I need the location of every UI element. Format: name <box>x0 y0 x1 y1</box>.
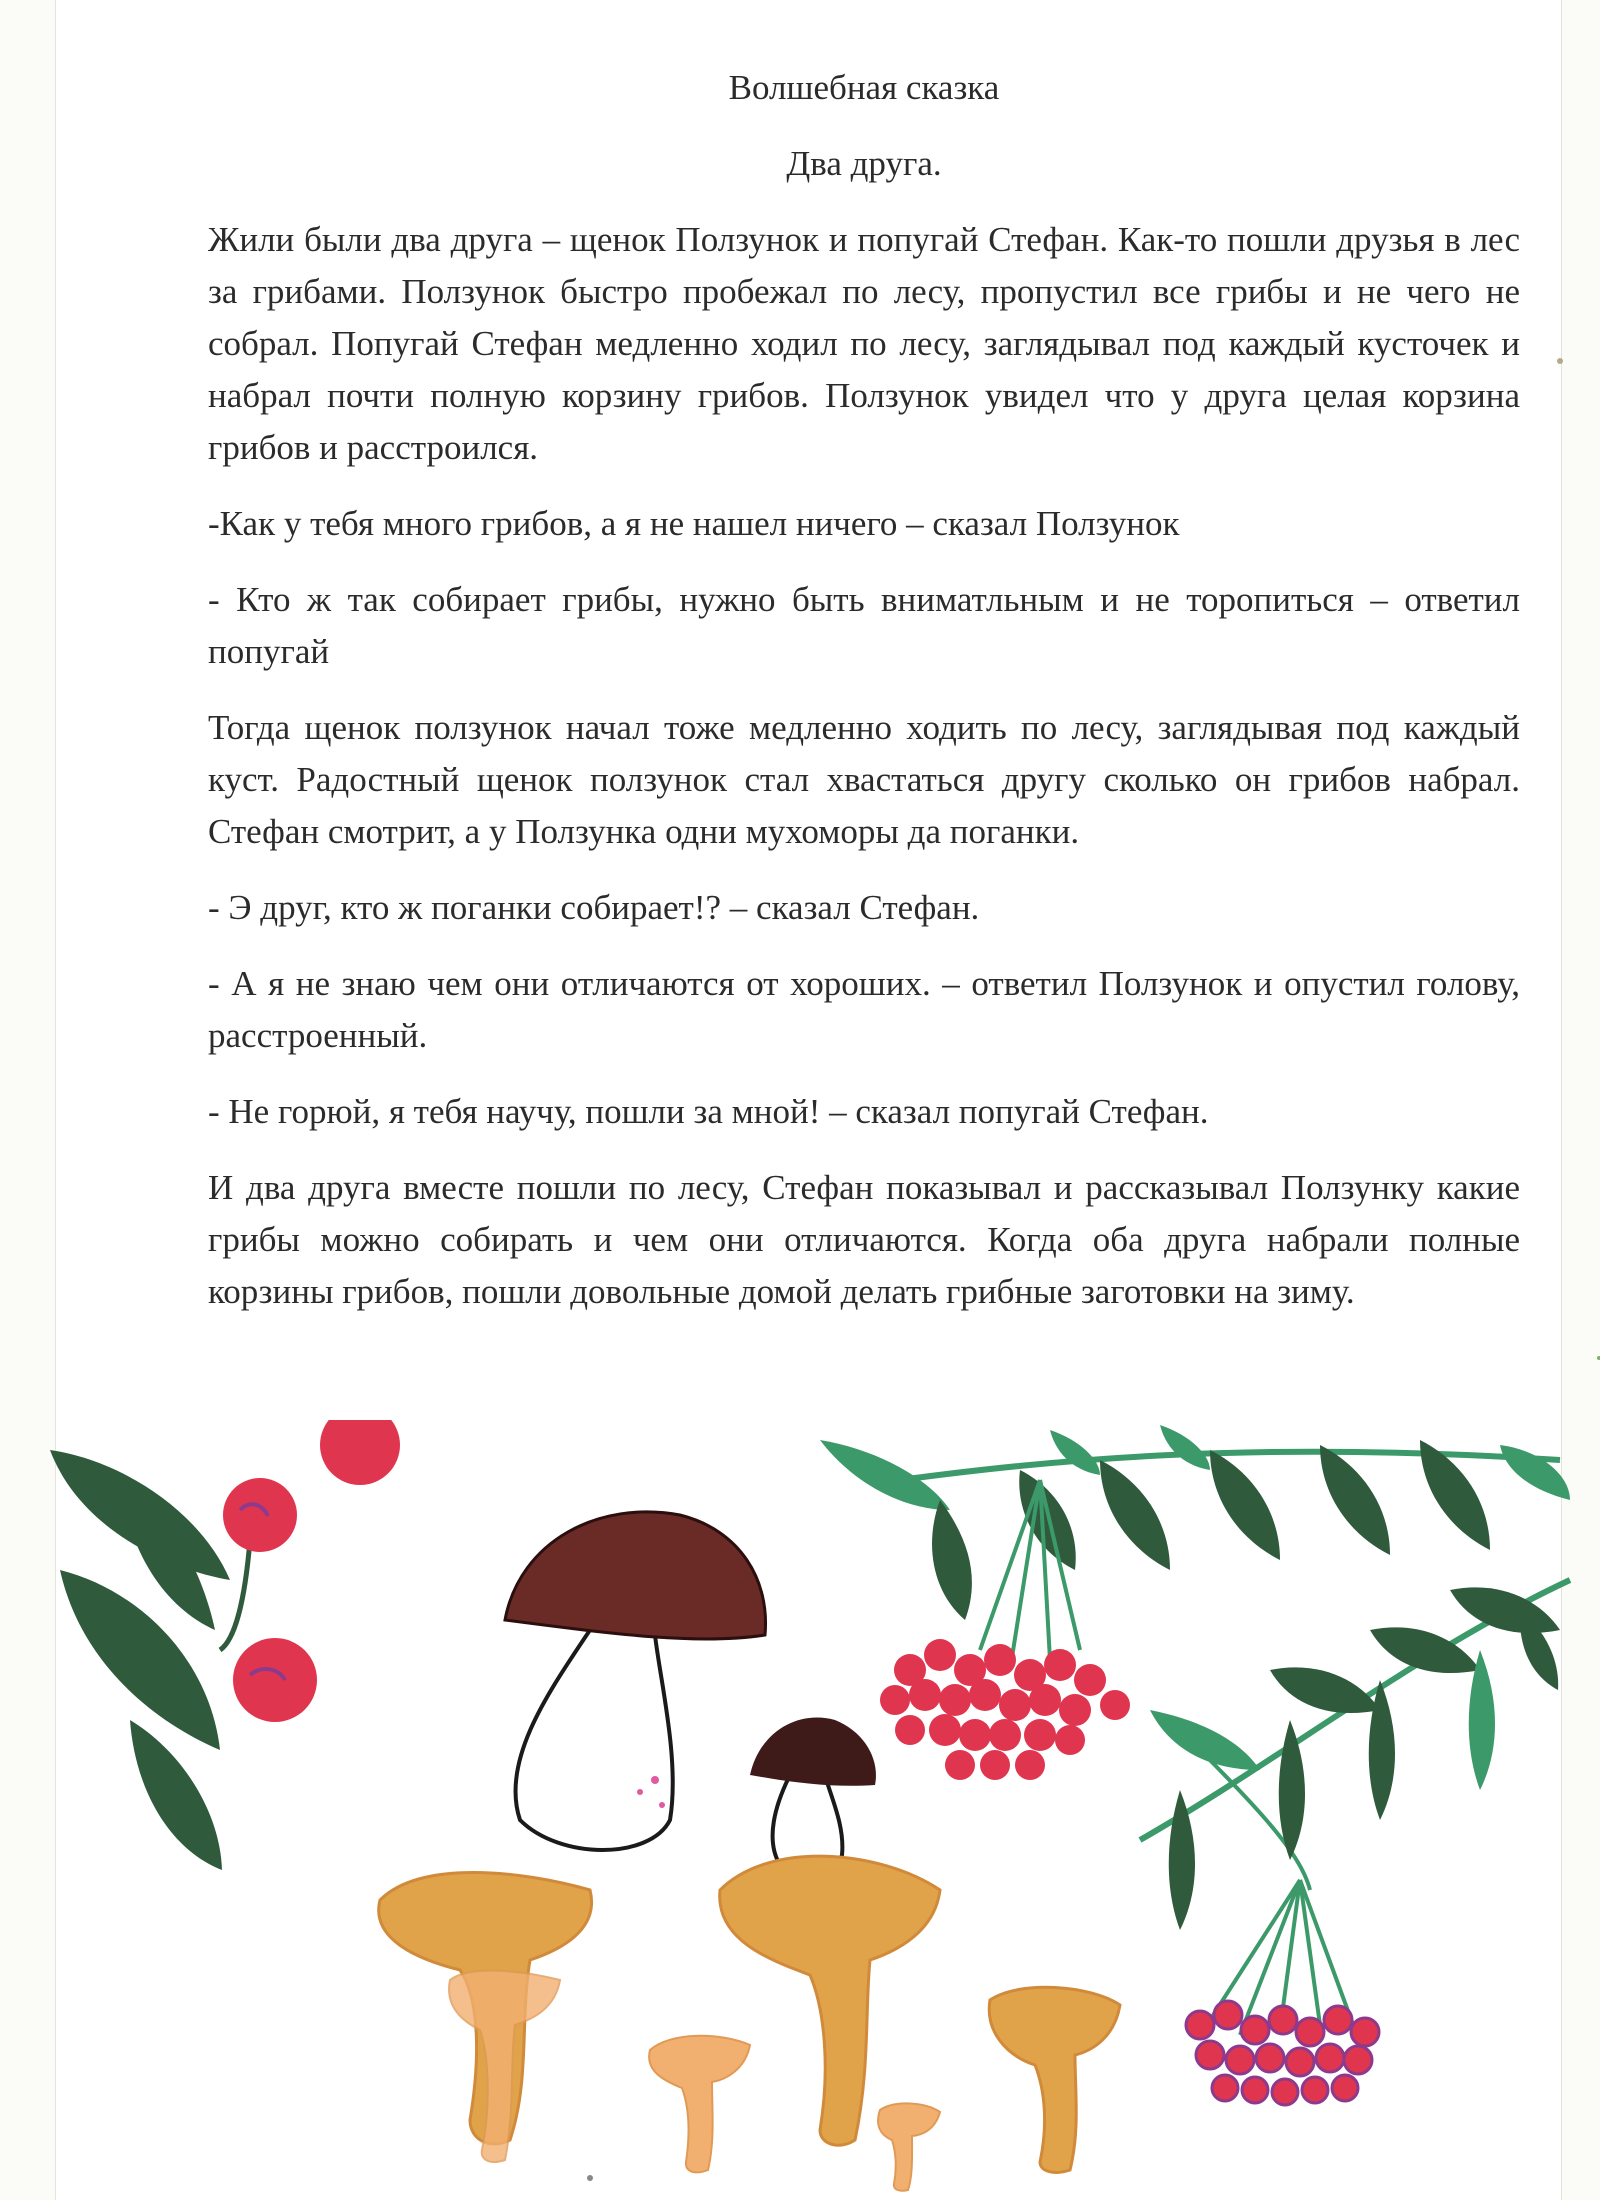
speck <box>659 1802 665 1808</box>
story-title: Два друга. <box>786 144 942 183</box>
leaf <box>1150 1710 1260 1770</box>
berry <box>233 1638 317 1722</box>
berry <box>984 1644 1016 1676</box>
berry <box>939 1684 971 1716</box>
rowan-branch-middle <box>820 1425 1570 1670</box>
berry <box>1015 1750 1045 1780</box>
berry <box>999 1689 1031 1721</box>
chanterelle <box>989 1987 1120 2172</box>
paragraph-5: - Э друг, кто ж поганки собирает!? – сказал Стефан. <box>208 888 980 927</box>
berry <box>945 1750 975 1780</box>
leaf <box>1500 1445 1570 1500</box>
berry <box>1186 2011 1214 2039</box>
speck <box>637 1789 643 1795</box>
left-berry-branch <box>50 1420 400 1870</box>
berry <box>895 1715 925 1745</box>
leaf <box>1160 1425 1210 1470</box>
berry <box>909 1679 941 1711</box>
forest-illustration <box>0 1420 1600 2200</box>
paragraph-2: -Как у тебя много грибов, а я не нашел ничего – сказал Ползунок <box>208 504 1180 543</box>
berry <box>1024 1719 1056 1751</box>
leaf <box>1210 1450 1280 1560</box>
berry <box>989 1719 1021 1751</box>
document-title: Волшебная сказка <box>728 68 1000 107</box>
chanterelles <box>379 1856 1120 2191</box>
berry <box>1241 2016 1269 2044</box>
berry <box>1316 2044 1344 2072</box>
paragraph-6: - А я не знаю чем они отличаются от хороших. – ответил Ползунок и опустил голову, расстроенный. <box>208 964 1520 1055</box>
berry <box>1256 2044 1284 2072</box>
berry <box>1212 2075 1238 2101</box>
berry <box>1196 2041 1224 2069</box>
small-mushroom <box>750 1717 876 1873</box>
berry <box>1059 1694 1091 1726</box>
paragraph-4: Тогда щенок ползунок начал тоже медленно ходить по лесу, заглядывая под каждый куст. Радостный щенок ползунок стал хвастаться другу сколько он грибов набрал. Стефан смотрит, а у Ползунка одни мухоморы да поганки. <box>208 708 1520 851</box>
berry <box>929 1714 961 1746</box>
berry <box>1272 2079 1298 2105</box>
chanterelle <box>878 2103 940 2190</box>
berry <box>1324 2006 1352 2034</box>
berry <box>223 1478 297 1552</box>
mushroom-cap <box>505 1512 766 1639</box>
berry <box>320 1420 400 1485</box>
berry <box>1286 2048 1314 2076</box>
berry <box>1269 2006 1297 2034</box>
scan-speck <box>1557 358 1563 364</box>
rowan-berries-middle <box>880 1639 1130 1780</box>
paragraph-8: И два друга вместе пошли по лесу, Стефан показывал и рассказывал Ползунку какие грибы можно собирать и чем они отличаются. Когда оба друга набрали полные корзины грибов, пошли довольные домой делать грибные заготовки на зиму. <box>208 1168 1520 1311</box>
berry <box>969 1679 1001 1711</box>
mushroom-stem <box>515 1630 672 1850</box>
berry <box>1351 2018 1379 2046</box>
paragraph-7: - Не горюй, я тебя научу, пошли за мной! – сказал попугай Стефан. <box>208 1092 1209 1131</box>
berry <box>1100 1690 1130 1720</box>
berry <box>1296 2018 1324 2046</box>
berry <box>1074 1664 1106 1696</box>
boletus-mushroom <box>505 1512 766 1850</box>
berry <box>980 1750 1010 1780</box>
chanterelle <box>449 1971 560 2162</box>
chanterelle <box>649 2036 750 2173</box>
berry <box>1332 2075 1358 2101</box>
paragraph-1: Жили были два друга – щенок Ползунок и попугай Стефан. Как-то пошли друзья в лес за грибами. Ползунок быстро пробежал по лесу, пропустил все грибы и не чего не собрал. Попугай Стефан медленно ходил по лесу, заглядывал под каждый кусточек и набрал почти полную корзину грибов. Ползунок увидел что у друга целая корзина грибов и расстроился. <box>208 220 1520 467</box>
berry <box>1242 2077 1268 2103</box>
berry <box>959 1719 991 1751</box>
chanterelle <box>720 1856 940 2145</box>
berry <box>880 1685 910 1715</box>
leaf <box>932 1500 972 1620</box>
berry <box>1055 1725 1085 1755</box>
berry <box>1214 2001 1242 2029</box>
scan-speck <box>587 2175 593 2181</box>
stem <box>220 1540 250 1650</box>
rowan-berries-right <box>1186 2001 1379 2105</box>
leaf <box>1050 1430 1100 1475</box>
leaf <box>1320 1445 1390 1555</box>
leaf <box>1100 1460 1170 1570</box>
berry <box>1302 2077 1328 2103</box>
mushroom-cap <box>750 1717 876 1785</box>
berry <box>1029 1684 1061 1716</box>
story-text <box>208 62 1520 1342</box>
berry <box>1226 2046 1254 2074</box>
berry <box>1044 1649 1076 1681</box>
berry <box>1344 2046 1372 2074</box>
berry <box>924 1639 956 1671</box>
leaf <box>1270 1667 1380 1713</box>
speck <box>651 1776 659 1784</box>
rowan-branch-right <box>1140 1580 1570 2035</box>
paragraph-3: - Кто ж так собирает грибы, нужно быть вниматльным и не торопиться – ответил попугай <box>208 580 1520 671</box>
berry-stem <box>980 1480 1040 1650</box>
